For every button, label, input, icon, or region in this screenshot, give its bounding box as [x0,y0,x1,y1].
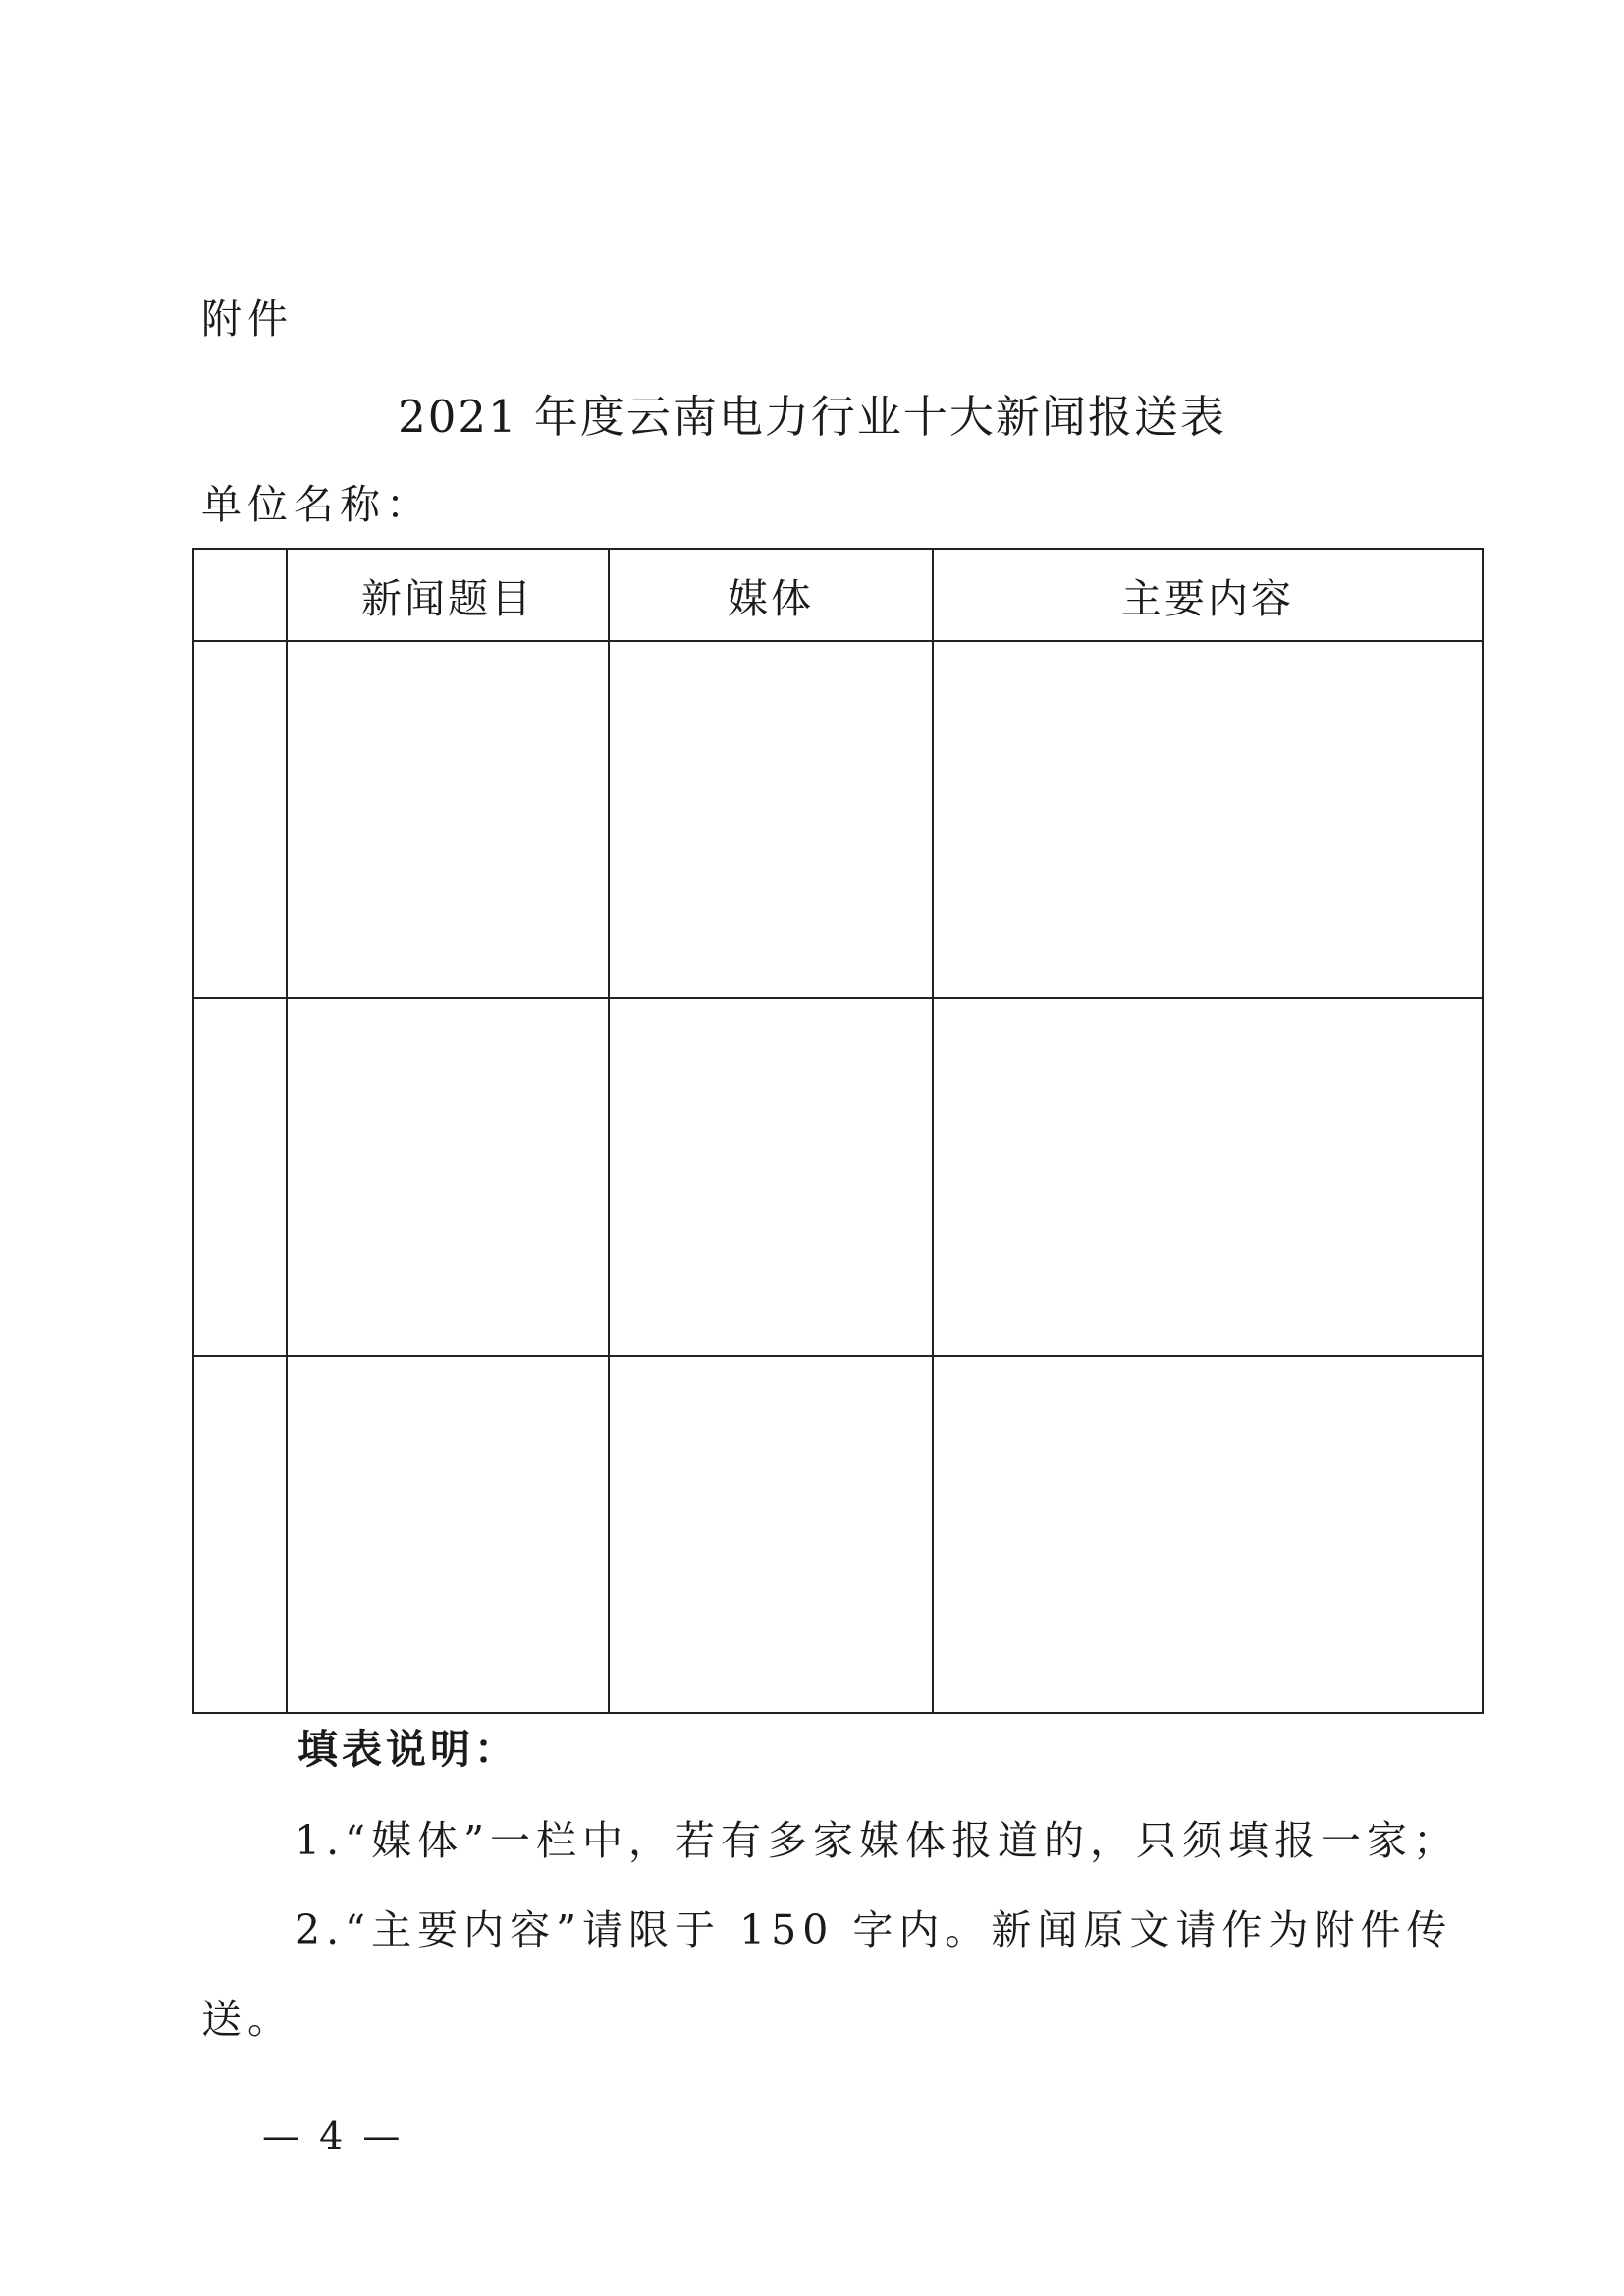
cell-news-title[interactable] [287,998,609,1356]
notes-heading: 填表说明： [298,1726,518,1773]
cell-media[interactable] [609,998,933,1356]
note-item-2-continued: 送。 [201,1996,294,2043]
document-title: 2021 年度云南电力行业十大新闻报送表 [398,391,1226,443]
news-report-table [192,548,1484,1714]
cell-main-content[interactable] [933,1356,1483,1713]
header-main-content: 主要内容 [933,549,1483,641]
note-item-1: 1.“媒体”一栏中，若有多家媒体报道的，只须填报一家； [295,1817,1460,1864]
cell-media[interactable] [609,1356,933,1713]
header-index [193,549,287,641]
page-number: — 4 — [262,2114,405,2158]
table-header-row [193,549,1483,641]
header-media: 媒体 [609,549,933,641]
cell-main-content[interactable] [933,998,1483,1356]
header-news-title: 新闻题目 [287,549,609,641]
table-row [193,641,1483,998]
note-item-2: 2.“主要内容”请限于 150 字内。新闻原文请作为附件传 [295,1906,1453,1953]
cell-news-title[interactable] [287,1356,609,1713]
cell-media[interactable] [609,641,933,998]
table-row [193,998,1483,1356]
cell-news-title[interactable] [287,641,609,998]
table-row [193,1356,1483,1713]
cell-index[interactable] [193,1356,287,1713]
unit-name-label: 单位名称： [201,481,432,528]
cell-index[interactable] [193,998,287,1356]
attachment-label: 附件 [201,295,294,343]
cell-index[interactable] [193,641,287,998]
cell-main-content[interactable] [933,641,1483,998]
